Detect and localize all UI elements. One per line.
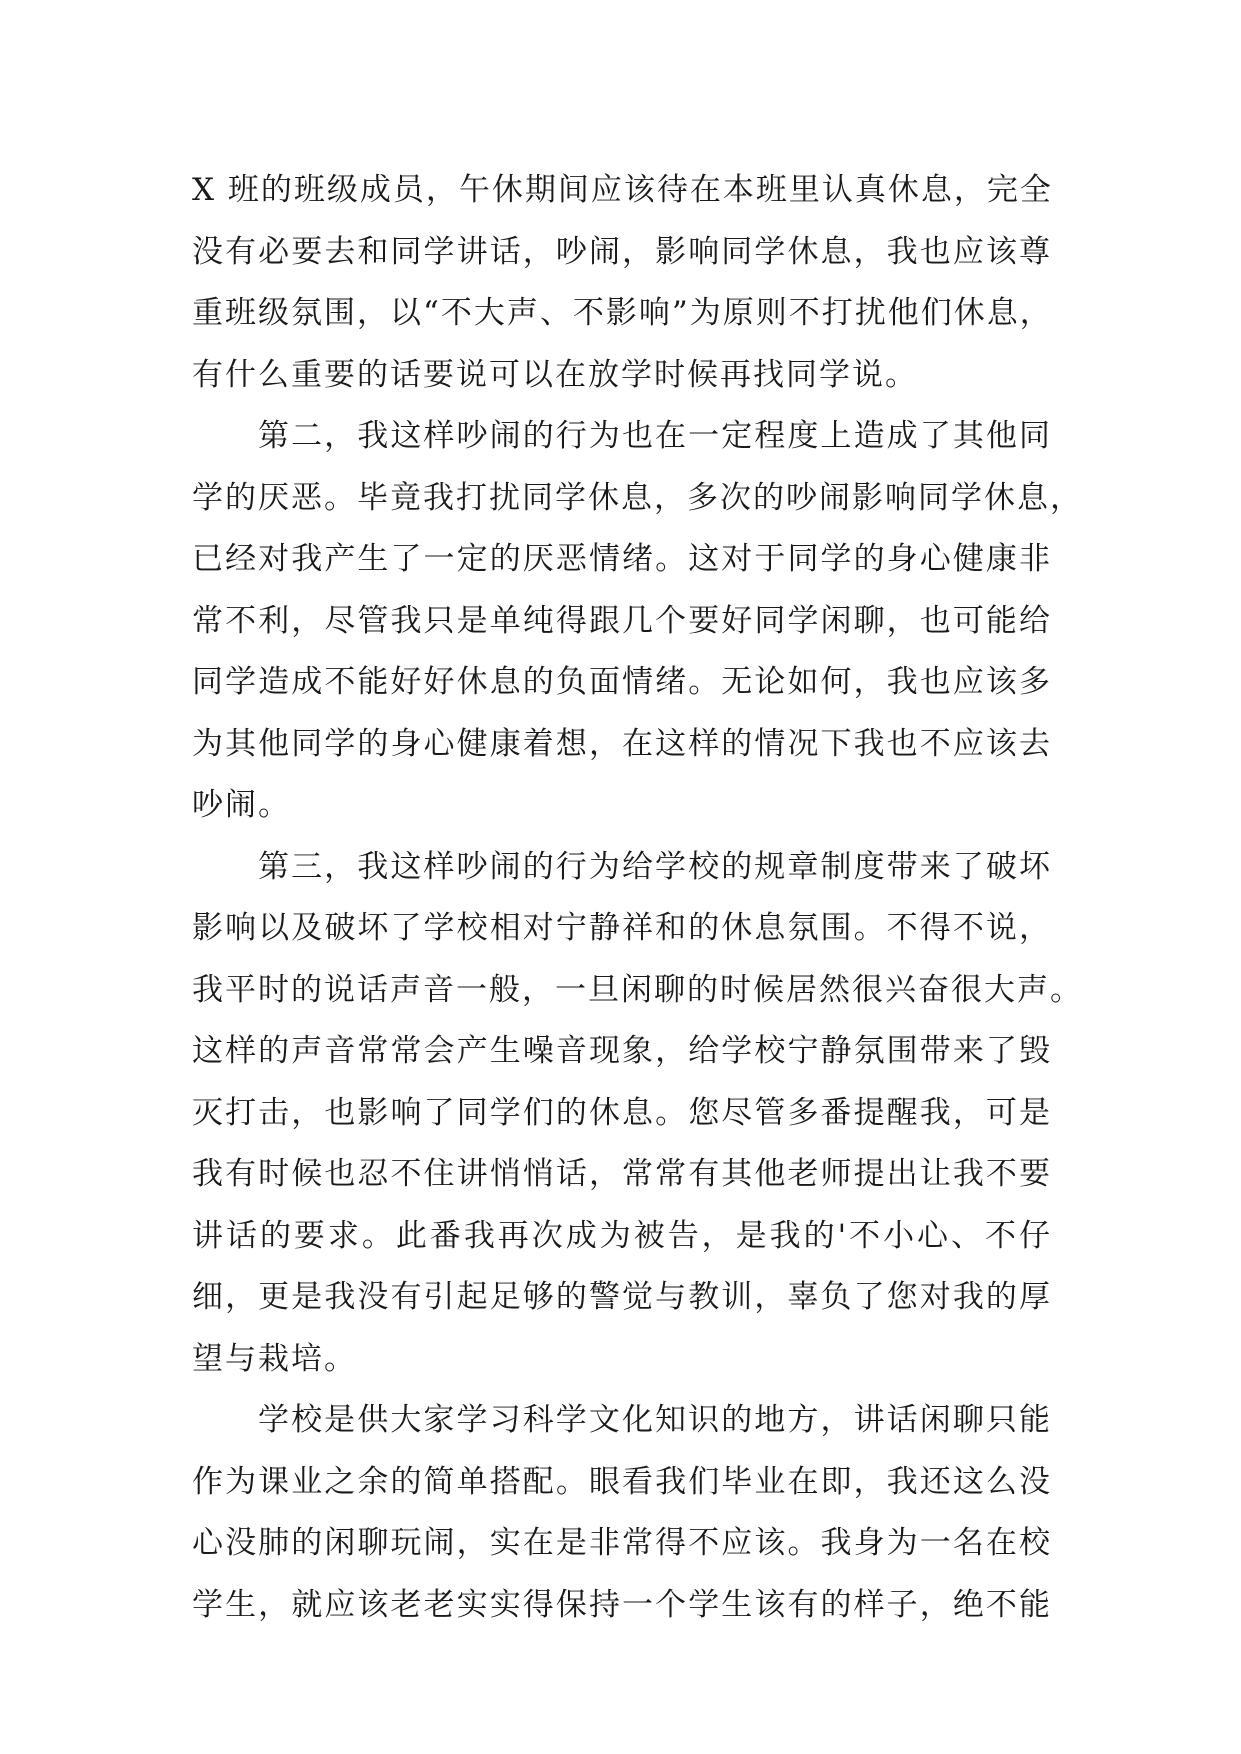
- text-line: 第二，我这样吵闹的行为也在一定程度上造成了其他同: [258, 418, 1052, 454]
- text-line: 学生，就应该老老实实得保持一个学生该有的样子，绝不能: [192, 1586, 1052, 1623]
- text-line: 第三，我这样吵闹的行为给学校的规章制度带来了破坏: [258, 848, 1052, 885]
- text-line: 重班级氛围，以“不大声、不影响”为原则不打扰他们休息，: [192, 295, 1053, 331]
- text-line: 我平时的说话声音一般，一旦闲聊的时候居然很兴奋很大声。: [192, 971, 1083, 1008]
- text-line: X 班的班级成员，午休期间应该待在本班里认真休息，完全: [192, 172, 1053, 208]
- text-line: 有什么重要的话要说可以在放学时候再找同学说。: [192, 356, 918, 393]
- text-line: 望与栽培。: [192, 1340, 357, 1377]
- text-line: 常不利，尽管我只是单纯得跟几个要好同学闲聊，也可能给: [192, 602, 1052, 639]
- text-line: 同学造成不能好好休息的负面情绪。无论如何，我也应该多: [192, 664, 1052, 700]
- text-line: 这样的声音常常会产生噪音现象，给学校宁静氛围带来了毁: [192, 1033, 1052, 1069]
- text-line: 学校是供大家学习科学文化知识的地方，讲话闲聊只能: [258, 1402, 1052, 1438]
- text-line: 学的厌恶。毕竟我打扰同学休息，多次的吵闹影响同学休息，: [192, 479, 1083, 516]
- document-page: [192, 160, 1083, 1636]
- text-line: 吵闹。: [192, 787, 291, 823]
- text-line: 细，更是我没有引起足够的警觉与教训，辜负了您对我的厚: [192, 1279, 1052, 1315]
- text-line: 讲话的要求。此番我再次成为被告，是我的'不小心、不仔: [192, 1217, 1052, 1254]
- text-line: 心没肺的闲聊玩闹，实在是非常得不应该。我身为一名在校: [192, 1525, 1052, 1561]
- text-line: 影响以及破坏了学校相对宁静祥和的休息氛围。不得不说，: [192, 910, 1052, 946]
- text-line: 作为课业之余的简单搭配。眼看我们毕业在即，我还这么没: [192, 1463, 1052, 1500]
- text-line: 没有必要去和同学讲话，吵闹，影响同学休息，我也应该尊: [192, 233, 1052, 270]
- text-line: 灭打击，也影响了同学们的休息。您尽管多番提醒我，可是: [192, 1094, 1052, 1131]
- text-line: 为其他同学的身心健康着想，在这样的情况下我也不应该去: [192, 725, 1052, 762]
- text-line: 我有时候也忍不住讲悄悄话，常常有其他老师提出让我不要: [192, 1156, 1052, 1192]
- text-line: 已经对我产生了一定的厌恶情绪。这对于同学的身心健康非: [192, 541, 1052, 577]
